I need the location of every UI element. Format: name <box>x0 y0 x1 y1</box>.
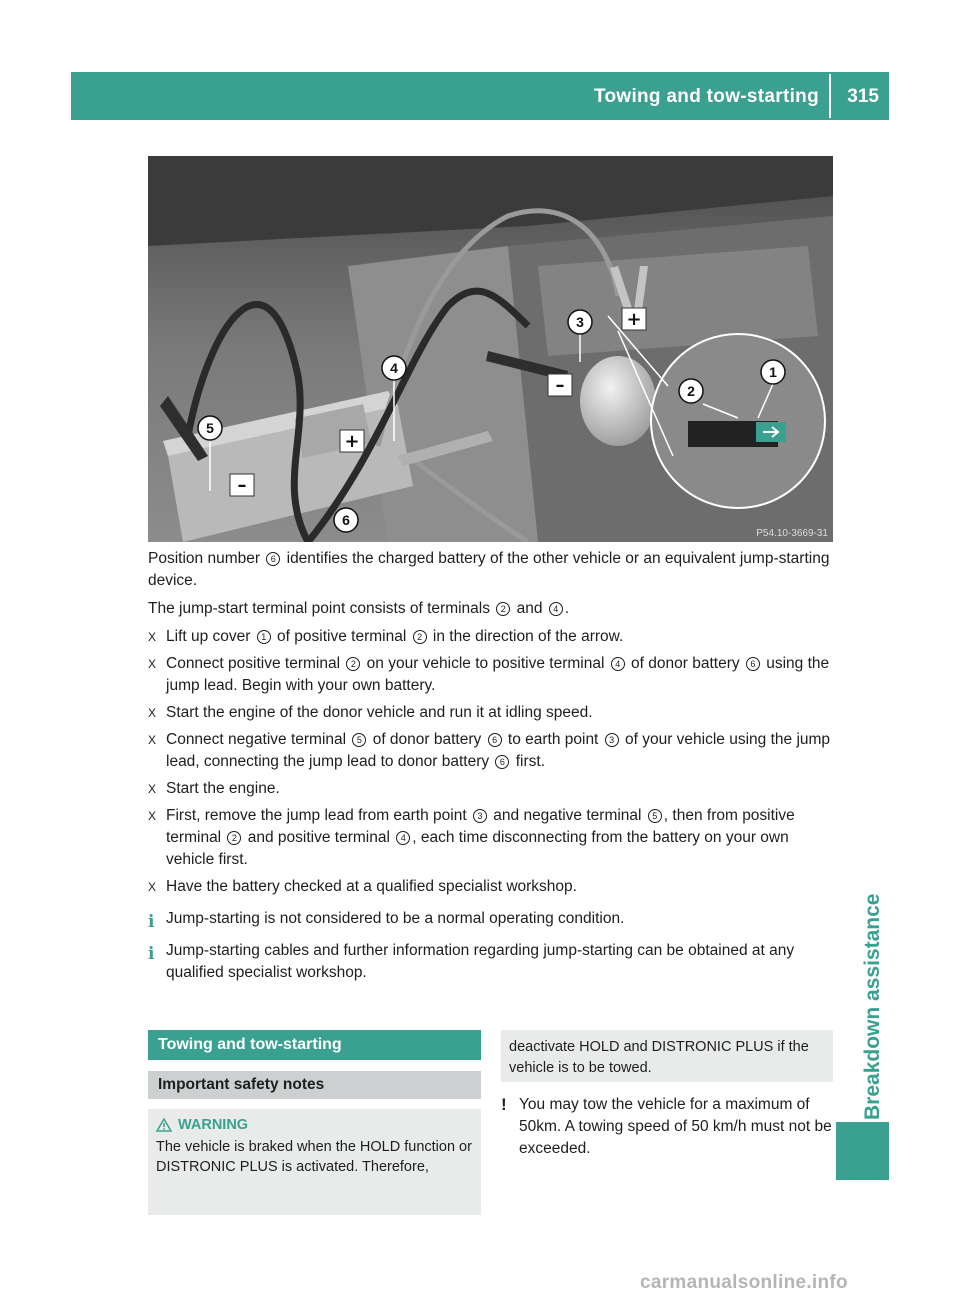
step-connect-positive: X Connect positive terminal 2 on your vehicle to positive terminal 4 of donor battery 6 using the jump lead. Begin with your own battery. <box>148 655 830 694</box>
info-note-2: i Jump-starting cables and further information regarding jump-starting can be obtained at any qualified specialist workshop. <box>148 942 795 981</box>
step-connect-negative: X Connect negative terminal 5 of donor battery 6 to earth point 3 of your vehicle using the jump lead, connecting the jump lead to donor battery 6 first. <box>148 731 831 770</box>
step-lift-cover: X Lift up cover 1 of positive terminal 2 in the direction of the arrow. <box>148 626 833 648</box>
vehicle-plus-label: + <box>626 309 642 330</box>
instructions <box>148 548 833 984</box>
svg-text:5: 5 <box>206 420 214 436</box>
step-arrow-icon: X <box>148 630 157 644</box>
page-header <box>71 72 889 120</box>
step-start-donor: X Start the engine of the donor vehicle and run it at idling speed. <box>148 702 833 724</box>
step-arrow-icon: X <box>148 880 157 894</box>
right-column <box>501 1030 833 1160</box>
warning-text: The vehicle is braked when the HOLD function or DISTRONIC PLUS is activated. Therefore, <box>156 1139 472 1175</box>
watermark: carmanualsonline.info <box>640 1272 848 1293</box>
step-remove-leads: X First, remove the jump lead from earth point 3 and negative terminal 5 , then from positive terminal 2 and positive terminal 4 , each time disconnecting from the battery on your own vehicle first. <box>148 807 795 868</box>
callout-4 <box>382 356 406 380</box>
step-start-engine: X Start the engine. <box>148 778 833 800</box>
callout-2 <box>679 379 703 403</box>
info-icon: i <box>148 944 155 964</box>
svg-text:2: 2 <box>687 383 695 399</box>
donor-minus-label: – <box>237 475 247 496</box>
step-arrow-icon: X <box>148 782 157 796</box>
step-arrow-icon: X <box>148 657 157 671</box>
step-check-battery: X Have the battery checked at a qualified specialist workshop. <box>148 876 833 898</box>
svg-text:6: 6 <box>342 512 350 528</box>
info-note-1: i Jump-starting is not considered to be a normal operating condition. <box>148 910 625 932</box>
page-number: 315 <box>847 86 879 107</box>
side-tab-marker <box>836 1122 889 1180</box>
warning-box <box>148 1109 481 1215</box>
vehicle-minus-label: – <box>555 375 565 396</box>
header-title: Towing and tow-starting <box>593 86 819 107</box>
warning-label: WARNING <box>178 1117 249 1133</box>
donor-plus-label: + <box>344 431 360 452</box>
ref-num: 2 <box>496 602 510 616</box>
subsection-title: Important safety notes <box>148 1071 481 1099</box>
section-title: Towing and tow-starting <box>148 1030 481 1060</box>
svg-text:4: 4 <box>390 360 398 376</box>
callout-5 <box>198 416 222 440</box>
left-column <box>148 1030 481 1215</box>
header-divider <box>829 74 831 118</box>
paragraph-donor: Position number 6 identifies the charged battery of the other vehicle or an equivalent jump-starting device. <box>148 550 830 589</box>
svg-text:1: 1 <box>769 364 777 380</box>
paragraph-terminal: The jump-start terminal point consists of terminals 2 and 4 . <box>148 600 570 617</box>
ref-num: 6 <box>266 552 280 566</box>
step-arrow-icon: X <box>148 706 157 720</box>
caution-note <box>501 1094 833 1160</box>
jump-start-illustration <box>148 156 833 542</box>
step-arrow-icon: X <box>148 809 157 823</box>
side-tab-label: Breakdown assistance <box>861 893 884 1120</box>
warning-triangle-icon <box>156 1118 172 1132</box>
warning-continued: deactivate HOLD and DISTRONIC PLUS if the vehicle is to be towed. <box>501 1030 833 1082</box>
info-icon: i <box>148 912 155 932</box>
figure-ref-code: P54.10-3669-31 <box>756 528 828 539</box>
callout-3 <box>568 310 592 334</box>
step-arrow-icon: X <box>148 733 157 747</box>
caution-text: You may tow the vehicle for a maximum of 50km. A towing speed of 50 km/h must not be exceeded. <box>519 1096 832 1157</box>
callout-1 <box>761 360 785 384</box>
warning-header <box>156 1115 475 1135</box>
svg-text:3: 3 <box>576 314 584 330</box>
exclamation-icon: ! <box>501 1095 507 1114</box>
ref-num: 4 <box>549 602 563 616</box>
engine-bay-drawing <box>148 156 833 542</box>
callout-6 <box>334 508 358 532</box>
